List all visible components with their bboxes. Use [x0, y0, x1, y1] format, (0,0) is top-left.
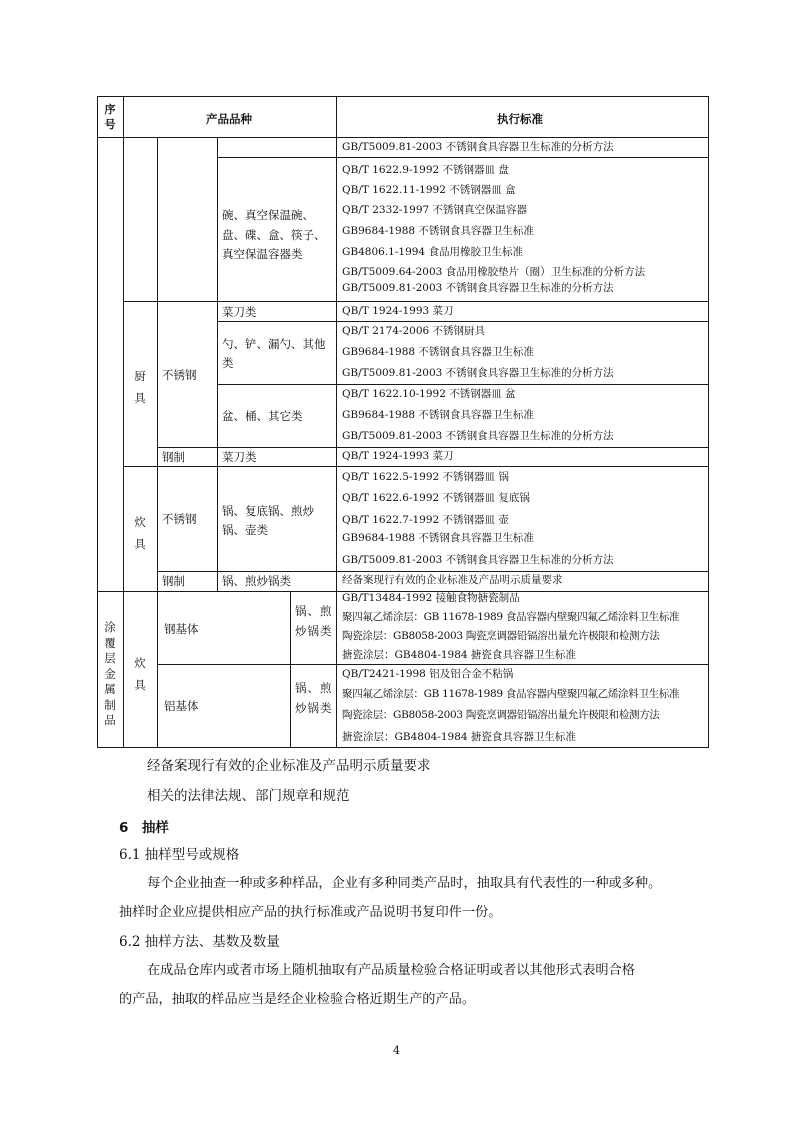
standard-line: GB/T5009.81-2003 不锈钢食具容器卫生标准的分析方法	[342, 554, 614, 566]
material-steel: 钢制	[162, 450, 185, 464]
material-stainless: 不锈钢	[162, 512, 197, 526]
section-heading: 6 抽样	[119, 820, 169, 836]
standard-line: 陶瓷涂层：GB8058-2003 陶瓷烹调器铅镉溶出量允许极限和检测方法	[342, 630, 660, 642]
standard-line: QB/T 1924-1993 菜刀	[342, 305, 454, 317]
product-cell: 勺、铲、漏勺、其他类	[222, 337, 326, 370]
paragraph: 抽样时企业应提供相应产品的执行标准或产品说明书复印件一份。	[119, 905, 502, 920]
standard-line: GB9684-1988 不锈钢食具容器卫生标准	[342, 409, 534, 421]
product-cell: 菜刀类	[222, 450, 257, 464]
standard-line: GB/T5009.64-2003 食品用橡胶垫片（圈）卫生标准的分析方法	[342, 266, 646, 278]
standard-line: 陶瓷涂层：GB8058-2003 陶瓷烹调器铅镉溶出量允许极限和检测方法	[342, 709, 660, 721]
standard-line: 搪瓷涂层：GB4804-1984 搪瓷食具容器卫生标准	[342, 649, 576, 661]
standard-line: 聚四氟乙烯涂层：GB 11678-1989 食品容器内壁聚四氟乙烯涂料卫生标准	[342, 611, 680, 623]
paragraph: 相关的法律法规、部门规章和规范	[147, 788, 350, 804]
standard-line: QB/T 1622.9-1992 不锈钢器皿 盘	[342, 164, 509, 176]
standard-line: QB/T 2332-1997 不锈钢真空保温容器	[342, 204, 528, 216]
material-steel-base: 钢基体	[164, 622, 199, 636]
product-cell: 锅、煎炒锅类	[295, 604, 333, 638]
material-stainless: 不锈钢	[162, 368, 197, 382]
standard-line: GB/T13484-1992 接触食物搪瓷制品	[342, 592, 520, 604]
standard-line: GB/T5009.81-2003 不锈钢食具容器卫生标准的分析方法	[342, 367, 614, 379]
standard-line: GB/T5009.81-2003 不锈钢食具容器卫生标准的分析方法	[342, 141, 614, 153]
standard-line: QB/T 1622.11-1992 不锈钢器皿 盒	[342, 184, 516, 196]
standard-line: 聚四氟乙烯涂层：GB 11678-1989 食品容器内壁聚四氟乙烯涂料卫生标准	[342, 688, 680, 700]
product-cell: 盆、桶、其它类	[222, 409, 303, 423]
product-cell: 锅、复底锅、煎炒锅、壶类	[222, 504, 314, 537]
material-aluminum-base: 铝基体	[164, 699, 199, 713]
standard-line: GB9684-1988 不锈钢食具容器卫生标准	[342, 532, 534, 544]
subsection-heading: 6.2 抽样方法、基数及数量	[119, 934, 280, 950]
standard-line: QB/T 1622.5-1992 不锈钢器皿 锅	[342, 471, 509, 483]
standard-line: QB/T 1622.6-1992 不锈钢器皿 复底锅	[342, 492, 530, 504]
standard-line: GB9684-1988 不锈钢食具容器卫生标准	[342, 225, 534, 237]
standard-line: GB4806.1-1994 食品用橡胶卫生标准	[342, 246, 523, 258]
standard-line: GB/T5009.81-2003 不锈钢食具容器卫生标准的分析方法	[342, 430, 614, 442]
product-cell: 锅、煎炒锅类	[222, 574, 291, 588]
category-cookware: 炊具	[134, 515, 146, 551]
header-standard: 执行标准	[497, 112, 543, 126]
header-seq: 序号	[104, 103, 116, 131]
standard-line: 经备案现行有效的企业标准及产品明示质量要求	[342, 574, 563, 586]
material-steel: 钢制	[162, 574, 185, 588]
product-cell: 锅、煎炒锅类	[295, 681, 333, 715]
standard-line: QB/T 2174-2006 不锈钢厨具	[342, 325, 486, 337]
group-coated-metal: 涂覆层金属制品	[104, 620, 116, 727]
standard-line: GB9684-1988 不锈钢食具容器卫生标准	[342, 346, 534, 358]
standard-line: QB/T2421-1998 铝及铝合金不粘锅	[342, 668, 514, 680]
product-cell: 菜刀类	[222, 305, 257, 319]
standard-line: QB/T 1622.10-1992 不锈钢器皿 盆	[342, 388, 516, 400]
header-product: 产品品种	[206, 112, 252, 126]
category-kitchenware: 厨具	[134, 369, 146, 405]
paragraph: 经备案现行有效的企业标准及产品明示质量要求	[147, 758, 431, 774]
standard-line: 搪瓷涂层：GB4804-1984 搪瓷食具容器卫生标准	[342, 731, 576, 743]
paragraph: 在成品仓库内或者市场上随机抽取有产品质量检验合格证明或者以其他形式表明合格	[147, 963, 635, 978]
standard-line: GB/T5009.81-2003 不锈钢食具容器卫生标准的分析方法	[342, 282, 614, 294]
standard-line: QB/T 1622.7-1992 不锈钢器皿 壶	[342, 514, 509, 526]
standard-line: QB/T 1924-1993 菜刀	[342, 450, 454, 462]
subsection-heading: 6.1 抽样型号或规格	[119, 847, 240, 863]
paragraph: 的产品，抽取的样品应当是经企业检验合格近期生产的产品。	[119, 992, 476, 1007]
category-coated-cookware: 炊具	[134, 656, 146, 692]
product-cell: 碗、真空保温碗、盘、碟、盒、筷子、真空保温容器类	[222, 208, 326, 261]
page-number: 4	[393, 1044, 400, 1057]
paragraph: 每个企业抽查一种或多种样品，企业有多种同类产品时，抽取具有代表性的一种或多种。	[147, 876, 662, 891]
